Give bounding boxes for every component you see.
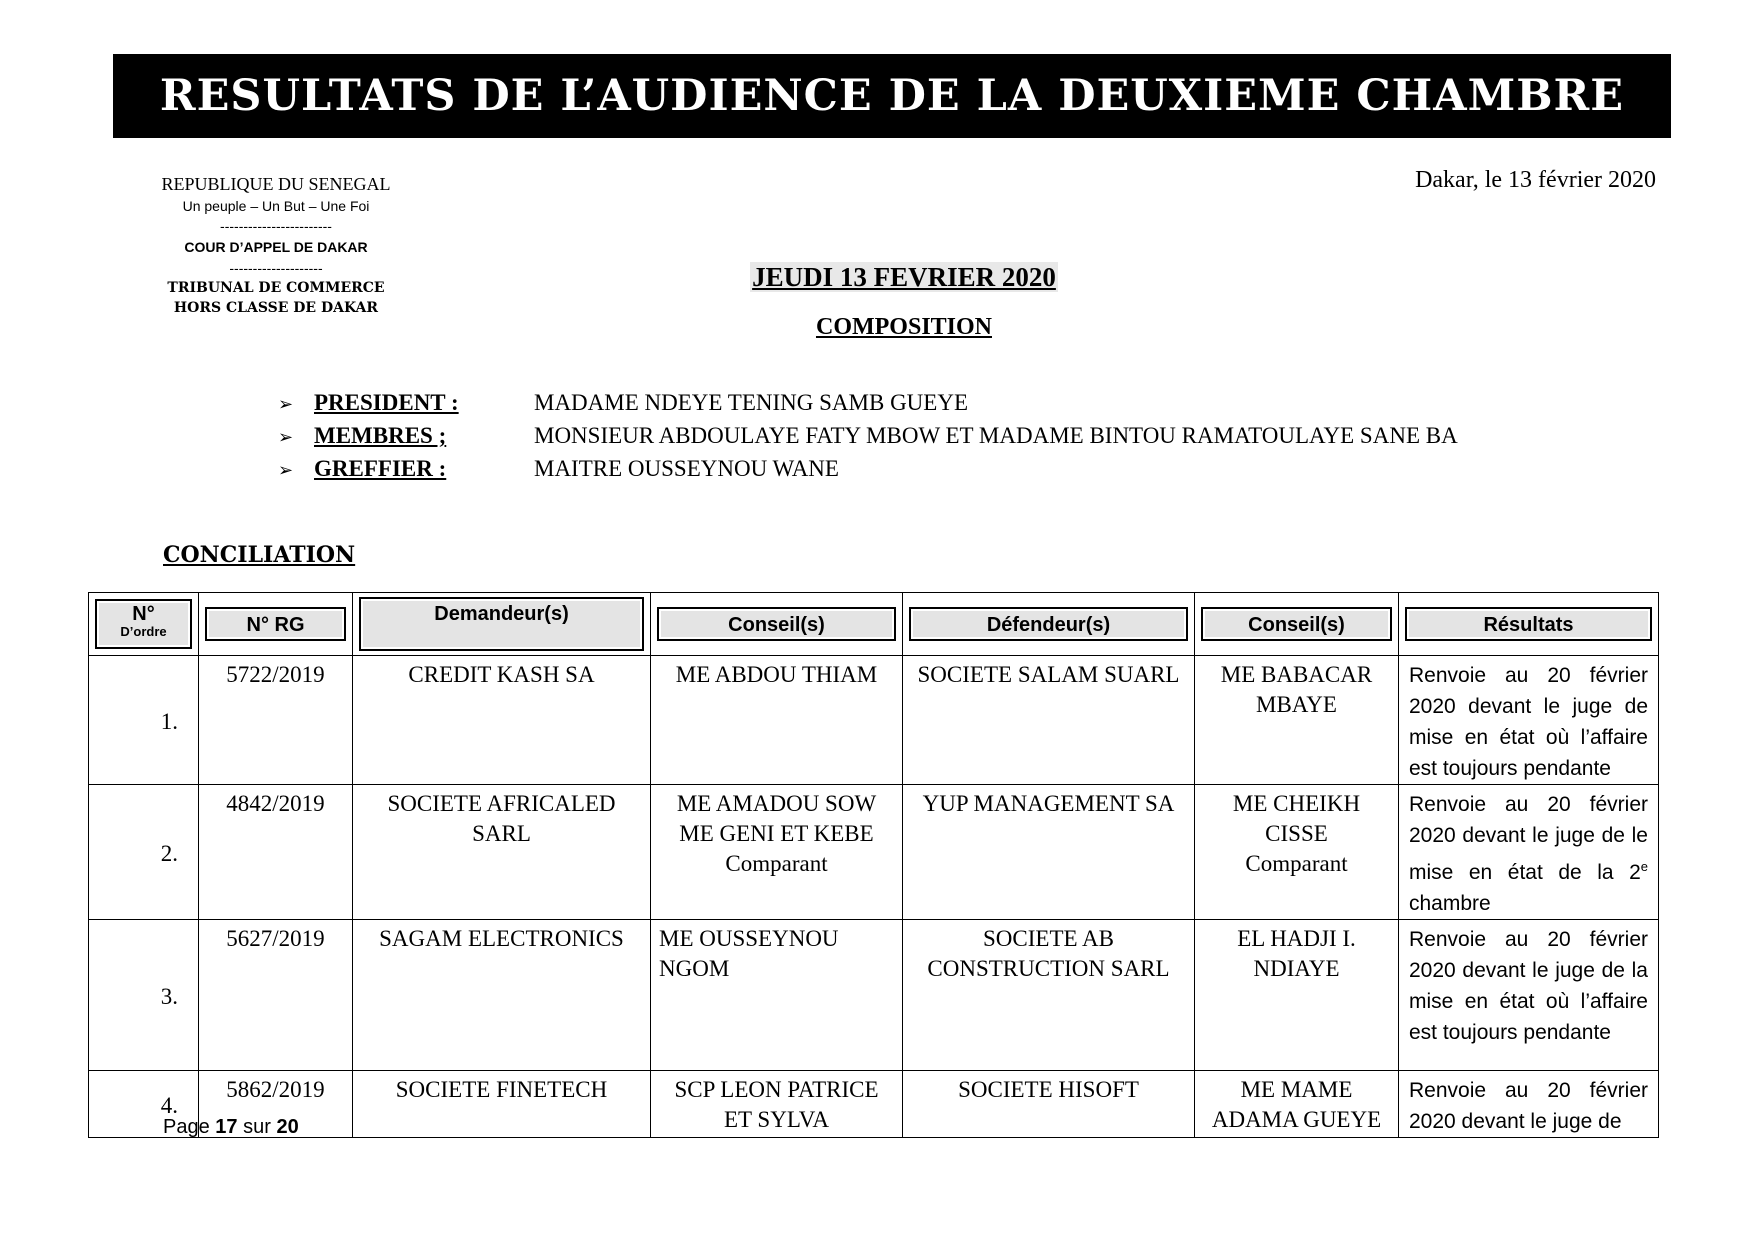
- issuer-block: [148, 172, 404, 318]
- header-ordre-bottom: D’ordre: [120, 624, 167, 639]
- cell-line: Comparant: [1245, 851, 1348, 876]
- table-row: [89, 785, 1659, 920]
- header-defendeur: [903, 593, 1195, 656]
- resultat-text: Renvoie au 20 février 2020 devant le juge de le mise en état de la 2: [1409, 793, 1648, 884]
- cell-defendeur: [903, 1071, 1195, 1138]
- cell-line: CISSE: [1265, 821, 1328, 846]
- cell-line: SAGAM ELECTRONICS: [379, 926, 624, 951]
- cell-line: ME GENI ET KEBE: [679, 821, 874, 846]
- hearing-results-table: [88, 592, 1659, 1138]
- cell-rg: 5627/2019: [199, 920, 353, 1071]
- separator-line: --------------------: [229, 260, 323, 276]
- composition-title: COMPOSITION: [815, 314, 992, 340]
- cell-conseil-defendeur: [1195, 785, 1399, 920]
- cell-conseil-defendeur: [1195, 920, 1399, 1071]
- role-label: MEMBRES ;: [314, 423, 447, 448]
- cell-ordre: 1.: [89, 656, 199, 785]
- header-defendeur-label: Défendeur(s): [909, 607, 1188, 641]
- header-conseil-label: Conseil(s): [657, 607, 896, 641]
- cell-line: SARL: [472, 821, 531, 846]
- cell-line: SOCIETE AFRICALED: [387, 791, 616, 816]
- cell-line: ME ABDOU THIAM: [675, 662, 878, 687]
- separator-line: ------------------------: [220, 218, 332, 234]
- cell-line: ME AMADOU SOW: [676, 791, 877, 816]
- header-rg-label: N° RG: [205, 607, 346, 641]
- cell-resultat: [1399, 785, 1659, 920]
- role-value: MONSIEUR ABDOULAYE FATY MBOW ET MADAME BINTOU RAMATOULAYE SANE BA: [534, 423, 1458, 448]
- cell-line: ME BABACAR: [1220, 662, 1373, 687]
- cell-conseil-demandeur: [651, 1071, 903, 1138]
- cell-demandeur: [353, 920, 651, 1071]
- footer-page-total: 20: [276, 1116, 299, 1138]
- cell-conseil-demandeur: [651, 785, 903, 920]
- cell-line: EL HADJI I.: [1237, 926, 1356, 951]
- cell-rg: 5862/2019: [199, 1071, 353, 1138]
- cell-line: YUP MANAGEMENT SA: [922, 791, 1175, 816]
- composition-item-president: [278, 390, 1458, 423]
- footer-page-number: 17: [215, 1116, 238, 1138]
- cell-line: NGOM: [659, 956, 730, 981]
- header-conseil-label: Conseil(s): [1201, 607, 1392, 641]
- cell-line: SCP LEON PATRICE: [674, 1077, 879, 1102]
- role-value: MAITRE OUSSEYNOU WANE: [534, 456, 839, 481]
- header-resultats: [1399, 593, 1659, 656]
- cell-line: CREDIT KASH SA: [408, 662, 595, 687]
- section-title-conciliation: CONCILIATION: [163, 542, 356, 568]
- table-header-row: [89, 593, 1659, 656]
- header-rg: [199, 593, 353, 656]
- cell-resultat: Renvoie au 20 février 2020 devant le juge de la mise en état où l’affaire est toujours pendante: [1399, 920, 1659, 1071]
- cell-line: ME CHEIKH: [1232, 791, 1361, 816]
- cell-resultat: Renvoie au 20 février 2020 devant le juge de mise en état où l’affaire est toujours pendante: [1399, 656, 1659, 785]
- composition-list: [278, 390, 1458, 489]
- document-date: Dakar, le 13 février 2020: [1415, 167, 1656, 193]
- header-ordre: [89, 593, 199, 656]
- cell-ordre: 4.: [89, 1071, 199, 1138]
- cell-conseil-demandeur: [651, 920, 903, 1071]
- cell-defendeur: [903, 785, 1195, 920]
- cell-line: NDIAYE: [1253, 956, 1340, 981]
- composition-item-greffier: [278, 456, 1458, 489]
- cell-conseil-demandeur: [651, 656, 903, 785]
- cell-conseil-defendeur: [1195, 656, 1399, 785]
- cell-defendeur: [903, 920, 1195, 1071]
- cell-demandeur: [353, 1071, 651, 1138]
- cell-line: SOCIETE FINETECH: [395, 1077, 608, 1102]
- cell-line: ME OUSSEYNOU: [659, 926, 839, 951]
- page-footer: [163, 1116, 299, 1139]
- cell-line: SOCIETE AB: [983, 926, 1114, 951]
- role-value: MADAME NDEYE TENING SAMB GUEYE: [534, 390, 969, 415]
- header-demandeur: [353, 593, 651, 656]
- header-conseil-demandeur: [651, 593, 903, 656]
- cell-conseil-defendeur: [1195, 1071, 1399, 1138]
- page-banner-title: RESULTATS DE L’AUDIENCE DE LA DEUXIEME CHAMBRE: [113, 54, 1671, 138]
- footer-middle: sur: [243, 1116, 271, 1138]
- resultat-text-tail: chambre: [1409, 892, 1491, 915]
- hearing-day-text: JEUDI 13 FEVRIER 2020: [752, 262, 1056, 292]
- cell-rg: 4842/2019: [199, 785, 353, 920]
- cell-line: ME MAME: [1240, 1077, 1353, 1102]
- table-row: [89, 656, 1659, 785]
- cell-line: SOCIETE HISOFT: [958, 1077, 1139, 1102]
- arrow-bullet-icon: ➢: [278, 394, 294, 415]
- table-row: [89, 1071, 1659, 1138]
- tribunal-name-line1: TRIBUNAL DE COMMERCE: [167, 280, 385, 296]
- cell-line: MBAYE: [1256, 692, 1337, 717]
- cell-line: Comparant: [725, 851, 828, 876]
- cell-line: ADAMA GUEYE: [1211, 1107, 1382, 1132]
- ordinal-suffix: e: [1640, 859, 1648, 874]
- cell-line: SOCIETE SALAM SUARL: [917, 662, 1180, 687]
- arrow-bullet-icon: ➢: [278, 460, 294, 481]
- cell-demandeur: [353, 785, 651, 920]
- cell-ordre: 3.: [89, 920, 199, 1071]
- national-motto: Un peuple – Un But – Une Foi: [182, 198, 370, 214]
- cell-line: ET SYLVA: [723, 1107, 830, 1132]
- republic-name: REPUBLIQUE DU SENEGAL: [161, 174, 391, 194]
- role-label: GREFFIER :: [314, 456, 447, 481]
- tribunal-name-line2: HORS CLASSE DE DAKAR: [173, 300, 379, 316]
- header-demandeur-label: Demandeur(s): [359, 597, 644, 651]
- cell-resultat: Renvoie au 20 février 2020 devant le juge de: [1399, 1071, 1659, 1138]
- cell-demandeur: [353, 656, 651, 785]
- court-name: COUR D’APPEL DE DAKAR: [184, 239, 368, 255]
- header-ordre-top: N°: [132, 603, 155, 625]
- header-resultats-label: Résultats: [1405, 607, 1652, 641]
- cell-defendeur: [903, 656, 1195, 785]
- arrow-bullet-icon: ➢: [278, 427, 294, 448]
- table-row: [89, 920, 1659, 1071]
- footer-prefix: Page: [163, 1116, 210, 1138]
- header-conseil-defendeur: [1195, 593, 1399, 656]
- role-label: PRESIDENT :: [314, 390, 459, 415]
- composition-item-members: [278, 423, 1458, 456]
- cell-ordre: 2.: [89, 785, 199, 920]
- hearing-day-title: [0, 262, 1754, 293]
- cell-rg: 5722/2019: [199, 656, 353, 785]
- cell-line: CONSTRUCTION SARL: [927, 956, 1170, 981]
